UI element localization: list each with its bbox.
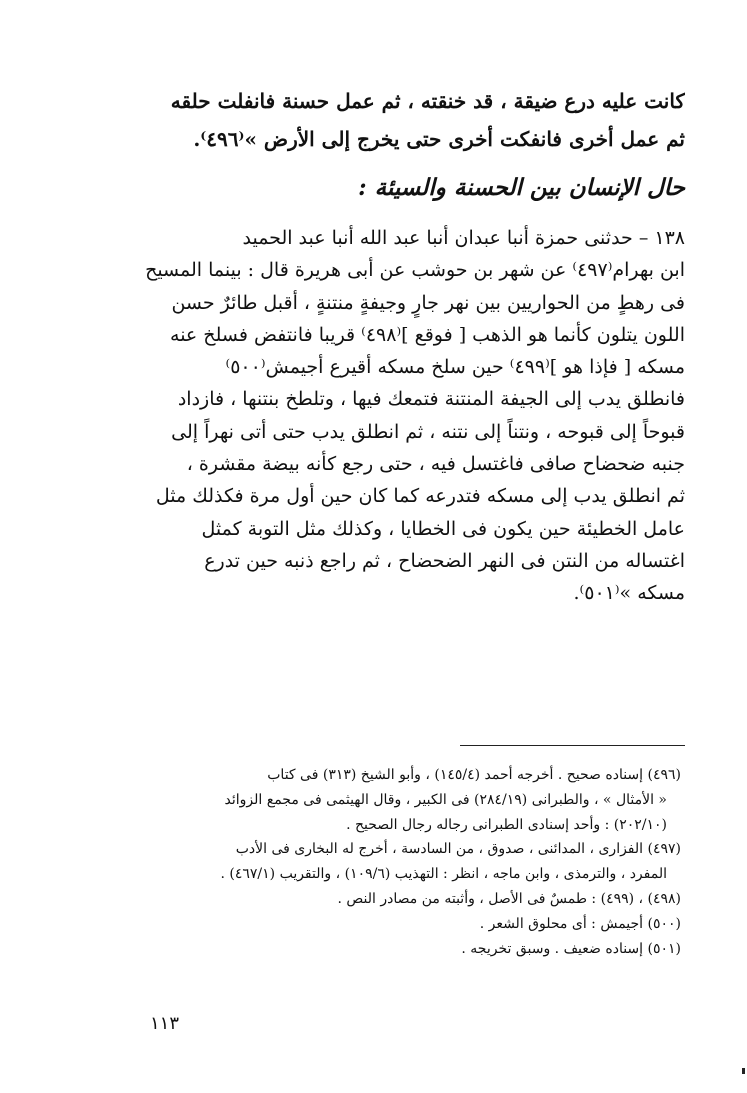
footnotes <box>130 763 681 961</box>
footnote-line: (٥٠١) إسناده ضعيف . وسبق تخريجه . <box>461 940 681 957</box>
hadith-line: فى رهطٍ من الحواريين بين نهر جارٍ وجيفةٍ منتنةٍ ، أقبل طائرٌ حسن <box>171 291 685 314</box>
footnote-line: (٥٠٠) أجيمش : أى محلوق الشعر . <box>479 915 681 932</box>
intro-line: ثم عمل أخرى فانفكت أخرى حتى يخرج إلى الأرض »⁽٤٩٦⁾. <box>193 127 685 151</box>
intro-paragraph <box>115 82 685 158</box>
page-number: ١١٣ <box>150 1013 180 1034</box>
hadith-line: ثم انطلق يدب إلى مسكه فتدرعه كما كان حين أول مرة فكذلك مثل <box>155 485 685 508</box>
hadith-line: جنبه ضحضاح صافى فاغتسل فيه ، حتى رجع كأنه بيضة مقشرة ، <box>186 453 685 476</box>
footnote-line: « الأمثال » ، والطبرانى (٢٨٤/١٩) فى الكبير ، وقال الهيثمى فى مجمع الزوائد <box>224 791 667 808</box>
hadith-paragraph <box>115 222 685 610</box>
hadith-line: عامل الخطيئة حين يكون فى الخطايا ، وكذلك مثل التوبة كمثل <box>201 517 685 540</box>
hadith-line: ١٣٨ – حدثنى حمزة أنبا عبدان أنبا عبد الله أنبا عبد الحميد <box>242 227 685 249</box>
footnote-separator <box>460 745 685 746</box>
hadith-line: قبوحاً إلى قبوحه ، ونتناً إلى نتنه ، ثم انطلق يدب حتى أتى نهراً إلى <box>171 420 685 443</box>
footnote-line: (٤٩٨) ، (٤٩٩) : طمسٌ فى الأصل ، وأثبته من مصادر النص . <box>337 890 681 907</box>
footnote-line: (٤٩٦) إسناده صحيح . أخرجه أحمد (١٤٥/٤) ، وأبو الشيخ (٣١٣) فى كتاب <box>267 767 681 783</box>
hadith-line: اللون يتلون كأنما هو الذهب [ فوقع ]⁽٤٩٨⁾ قريبا فانتفض فسلخ عنه <box>170 323 685 346</box>
footnote-line: (٢٠٢/١٠) : وأحد إسنادى الطبرانى رجاله رجال الصحيح . <box>346 816 667 833</box>
footnote-line: (٤٩٧) الفزارى ، المدائنى ، صدوق ، من السادسة ، أخرج له البخارى فى الأدب <box>235 841 681 858</box>
footnote-line: المفرد ، والترمذى ، وابن ماجه ، انظر : التهذيب (١٠٩/٦) ، والتقريب (٤٦٧/١) . <box>220 866 667 883</box>
hadith-line: مسكه »⁽٥٠١⁾. <box>573 582 685 605</box>
hadith-line: مسكه [ فإذا هو ]⁽٤٩٩⁾ حين سلخ مسكه أقيرع أجيمش⁽٥٠٠⁾ <box>225 356 685 379</box>
section-heading: حال الإنسان بين الحسنة والسيئة : <box>358 174 685 201</box>
hadith-line: ابن بهرام⁽٤٩٧⁾ عن شهر بن حوشب عن أبى هريرة قال : بينما المسيح <box>145 259 685 282</box>
scan-edge-mark <box>742 1068 745 1074</box>
hadith-line: اغتساله من النتن فى النهر الضحضاح ، ثم راجع ذنبه حين تدرع <box>204 549 685 572</box>
hadith-line: فانطلق يدب إلى الجيفة المنتنة فتمعك فيها ، وتلطخ بنتنها ، فازداد <box>177 388 685 411</box>
intro-line: كانت عليه درع ضيقة ، قد خنقته ، ثم عمل حسنة فانفلت حلقه <box>170 89 685 113</box>
